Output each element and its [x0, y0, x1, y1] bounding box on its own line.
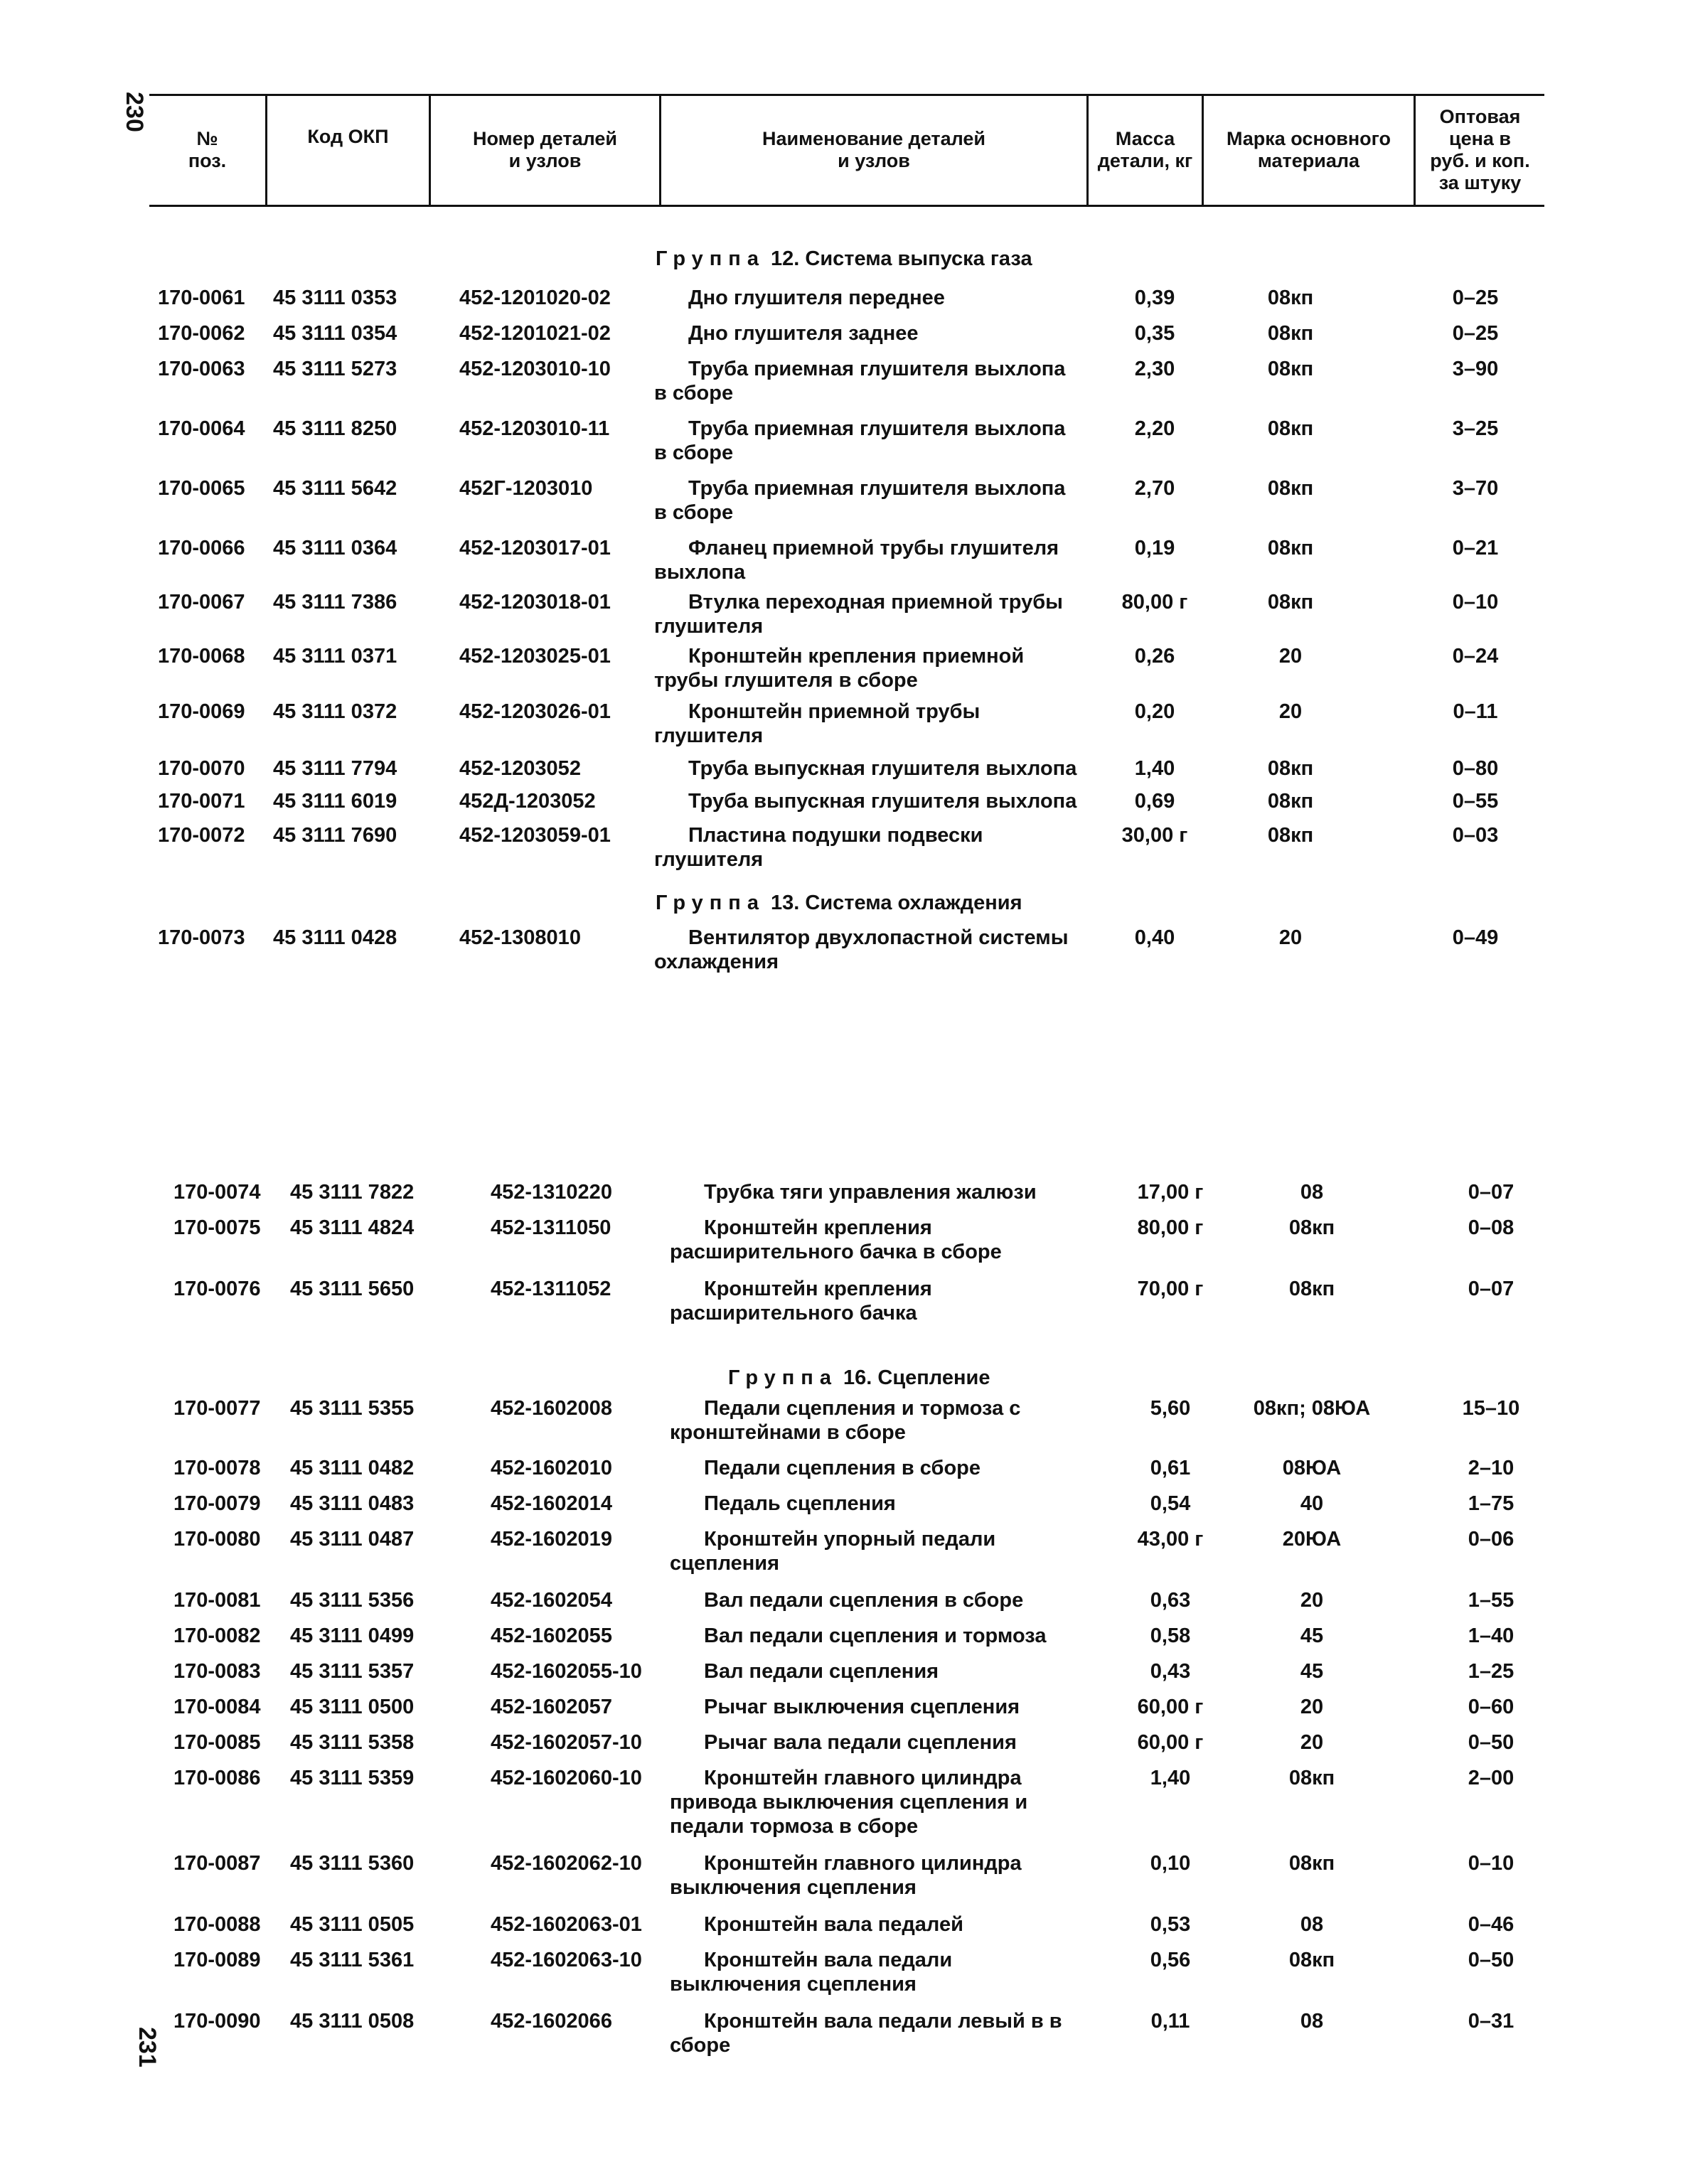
cell-mass: 0,58 [1150, 1624, 1191, 1647]
cell-okp: 45 3111 0353 [273, 287, 397, 309]
cell-name: Кронштейн крепления расширительного бачка в сборе [670, 1216, 1002, 1263]
cell-part-number: 452-1602060-10 [491, 1767, 642, 1789]
header-material: Марка основного материала [1226, 128, 1391, 171]
cell-name: Труба приемная глушителя выхлопа в сборе [654, 477, 1066, 524]
cell-okp: 45 3111 0372 [273, 700, 397, 723]
cell-pos: 170-0065 [158, 477, 245, 500]
cell-mass: 0,43 [1150, 1660, 1191, 1683]
cell-price: 0–07 [1468, 1278, 1514, 1300]
cell-pos: 170-0076 [173, 1278, 261, 1300]
cell-name: Кронштейн главного цилиндра выключения сцепления [670, 1852, 1022, 1899]
cell-pos: 170-0080 [173, 1528, 261, 1551]
header-mass: Масса детали, кг [1097, 128, 1193, 171]
cell-pos: 170-0085 [173, 1731, 261, 1754]
cell-name: Вал педали сцепления и тормоза [704, 1624, 1047, 1647]
cell-name: Трубка тяги управления жалюзи [704, 1181, 1037, 1204]
cell-mass: 0,69 [1134, 790, 1175, 813]
cell-mass: 0,26 [1134, 645, 1175, 668]
cell-part-number: 452-1203052 [459, 757, 581, 780]
cell-part-number: 452-1602062-10 [491, 1852, 642, 1875]
cell-pos: 170-0072 [158, 824, 245, 847]
group-heading [656, 892, 1022, 915]
cell-name: Пластина подушки подвески глушителя [654, 824, 983, 871]
group-word: Группа [656, 892, 765, 914]
cell-material: 08кп [1267, 824, 1314, 847]
cell-okp: 45 3111 0483 [290, 1492, 415, 1515]
cell-mass: 2,20 [1134, 417, 1175, 440]
cell-material: 08ЮА [1282, 1457, 1342, 1479]
cell-name: Дно глушителя заднее [688, 322, 919, 345]
cell-name: Труба выпускная глушителя выхлопа [688, 757, 1077, 780]
cell-material: 08кп; 08ЮА [1253, 1397, 1371, 1420]
cell-price: 0–49 [1452, 926, 1499, 949]
cell-okp: 45 3111 5361 [290, 1949, 415, 1971]
cell-part-number: 452-1201021-02 [459, 322, 611, 345]
cell-okp: 45 3111 5359 [290, 1767, 415, 1789]
group-title: 13. Система охлаждения [764, 892, 1022, 914]
cell-okp: 45 3111 5273 [273, 358, 397, 380]
cell-okp: 45 3111 0354 [273, 322, 397, 345]
cell-price: 0–60 [1468, 1696, 1514, 1718]
cell-name: Рычаг выключения сцепления [704, 1696, 1020, 1718]
cell-part-number: 452-1602063-01 [491, 1913, 642, 1936]
cell-name: Фланец приемной трубы глушителя выхлопа [654, 537, 1059, 584]
cell-pos: 170-0077 [173, 1397, 261, 1420]
cell-mass: 0,53 [1150, 1913, 1191, 1936]
cell-pos: 170-0083 [173, 1660, 261, 1683]
cell-name: Педали сцепления и тормоза с кронштейнами в сборе [670, 1397, 1021, 1444]
cell-material: 08 [1300, 1913, 1324, 1936]
cell-mass: 30,00 г [1121, 824, 1188, 847]
cell-mass: 17,00 г [1137, 1181, 1204, 1204]
cell-name: Труба приемная глушителя выхлопа в сборе [654, 358, 1066, 405]
cell-price: 3–25 [1452, 417, 1499, 440]
cell-price: 1–40 [1468, 1624, 1514, 1647]
cell-pos: 170-0066 [158, 537, 245, 560]
group-heading [728, 1366, 990, 1390]
header-part-number: Номер деталей и узлов [472, 128, 618, 171]
cell-pos: 170-0079 [173, 1492, 261, 1515]
cell-material: 08кп [1288, 1767, 1335, 1789]
cell-price: 0–80 [1452, 757, 1499, 780]
cell-material: 20 [1278, 645, 1303, 668]
cell-okp: 45 3111 5642 [273, 477, 397, 500]
cell-part-number: 452-1602010 [491, 1457, 612, 1479]
cell-name: Дно глушителя переднее [688, 287, 945, 309]
cell-name: Педали сцепления в сборе [704, 1457, 981, 1479]
cell-pos: 170-0087 [173, 1852, 261, 1875]
cell-mass: 0,39 [1134, 287, 1175, 309]
cell-mass: 1,40 [1150, 1767, 1191, 1789]
cell-okp: 45 3111 5356 [290, 1589, 415, 1612]
cell-material: 08кп [1288, 1278, 1335, 1300]
cell-material: 20 [1278, 700, 1303, 723]
cell-name: Кронштейн вала педали выключения сцепления [670, 1949, 953, 1996]
cell-okp: 45 3111 0428 [273, 926, 397, 949]
cell-pos: 170-0081 [173, 1589, 261, 1612]
cell-mass: 0,10 [1150, 1852, 1191, 1875]
cell-part-number: 452-1311052 [491, 1278, 611, 1300]
cell-name: Кронштейн приемной трубы глушителя [654, 700, 981, 747]
group-heading [656, 247, 1032, 271]
cell-pos: 170-0074 [173, 1181, 261, 1204]
cell-name: Кронштейн крепления приемной трубы глушителя в сборе [654, 645, 1025, 692]
cell-mass: 0,35 [1134, 322, 1175, 345]
cell-pos: 170-0069 [158, 700, 245, 723]
cell-material: 20 [1300, 1589, 1324, 1612]
cell-mass: 2,30 [1134, 358, 1175, 380]
cell-part-number: 452-1602055-10 [491, 1660, 642, 1683]
cell-mass: 1,40 [1134, 757, 1175, 780]
page-number-top: 230 [120, 92, 148, 132]
cell-mass: 0,11 [1150, 2010, 1190, 2033]
cell-pos: 170-0088 [173, 1913, 261, 1936]
cell-name: Рычаг вала педали сцепления [704, 1731, 1017, 1754]
cell-part-number: 452-1310220 [491, 1181, 612, 1204]
cell-price: 0–24 [1452, 645, 1499, 668]
cell-price: 1–75 [1468, 1492, 1514, 1515]
cell-part-number: 452-1602057 [491, 1696, 612, 1718]
cell-price: 3–90 [1452, 358, 1499, 380]
cell-part-number: 452-1203026-01 [459, 700, 611, 723]
cell-okp: 45 3111 7822 [290, 1181, 415, 1204]
cell-name: Кронштейн главного цилиндра привода выключения сцепления и педали тормоза в сборе [670, 1767, 1028, 1838]
cell-price: 0–21 [1452, 537, 1499, 560]
cell-part-number: 452-1602019 [491, 1528, 612, 1551]
cell-pos: 170-0090 [173, 2010, 261, 2033]
cell-price: 3–70 [1452, 477, 1499, 500]
cell-part-number: 452Г-1203010 [459, 477, 593, 500]
page-number-bottom: 231 [133, 2027, 161, 2067]
cell-okp: 45 3111 0364 [273, 537, 397, 560]
cell-price: 0–03 [1452, 824, 1499, 847]
cell-name: Педаль сцепления [704, 1492, 896, 1515]
cell-part-number: 452-1602057-10 [491, 1731, 642, 1754]
cell-part-number: 452-1602055 [491, 1624, 612, 1647]
cell-mass: 80,00 г [1137, 1216, 1204, 1239]
cell-material: 08кп [1267, 477, 1314, 500]
cell-material: 08кп [1288, 1852, 1335, 1875]
cell-okp: 45 3111 7386 [273, 591, 397, 614]
group-word: Группа [656, 247, 765, 270]
cell-price: 0–50 [1468, 1731, 1514, 1754]
group-title: 16. Сцепление [837, 1366, 990, 1389]
cell-pos: 170-0089 [173, 1949, 261, 1971]
cell-okp: 45 3111 5650 [290, 1278, 415, 1300]
cell-okp: 45 3111 0505 [290, 1913, 415, 1936]
cell-okp: 45 3111 7690 [273, 824, 397, 847]
cell-material: 20 [1300, 1696, 1324, 1718]
cell-okp: 45 3111 0482 [290, 1457, 415, 1479]
cell-mass: 0,20 [1134, 700, 1175, 723]
cell-part-number: 452-1201020-02 [459, 287, 611, 309]
cell-material: 08кп [1267, 757, 1314, 780]
cell-part-number: 452-1308010 [459, 926, 581, 949]
cell-okp: 45 3111 5355 [290, 1397, 415, 1420]
cell-name: Вал педали сцепления в сборе [704, 1589, 1024, 1612]
cell-okp: 45 3111 5358 [290, 1731, 415, 1754]
cell-pos: 170-0063 [158, 358, 245, 380]
cell-part-number: 452-1203025-01 [459, 645, 611, 668]
cell-material: 08 [1300, 1181, 1324, 1204]
cell-mass: 60,00 г [1137, 1731, 1204, 1754]
cell-part-number: 452Д-1203052 [459, 790, 596, 813]
cell-name: Втулка переходная приемной трубы глушителя [654, 591, 1063, 638]
cell-price: 0–50 [1468, 1949, 1514, 1971]
cell-price: 0–25 [1452, 287, 1499, 309]
cell-price: 1–55 [1468, 1589, 1514, 1612]
cell-pos: 170-0078 [173, 1457, 261, 1479]
cell-material: 08кп [1267, 322, 1314, 345]
cell-material: 45 [1300, 1624, 1324, 1647]
cell-mass: 80,00 г [1121, 591, 1188, 614]
cell-mass: 0,40 [1134, 926, 1175, 949]
cell-material: 20ЮА [1282, 1528, 1342, 1551]
cell-material: 08кп [1267, 537, 1314, 560]
cell-part-number: 452-1203010-11 [459, 417, 610, 440]
cell-name: Вал педали сцепления [704, 1660, 939, 1683]
cell-mass: 0,61 [1150, 1457, 1191, 1479]
cell-price: 15–10 [1462, 1397, 1520, 1420]
cell-material: 08кп [1288, 1949, 1335, 1971]
cell-price: 0–31 [1468, 2010, 1514, 2033]
cell-price: 0–07 [1468, 1181, 1514, 1204]
cell-price: 0–46 [1468, 1913, 1514, 1936]
cell-material: 08кп [1267, 417, 1314, 440]
cell-price: 0–25 [1452, 322, 1499, 345]
cell-price: 2–00 [1468, 1767, 1514, 1789]
cell-material: 08кп [1267, 358, 1314, 380]
cell-price: 0–11 [1453, 700, 1498, 723]
cell-name: Труба приемная глушителя выхлопа в сборе [654, 417, 1066, 464]
cell-price: 0–06 [1468, 1528, 1514, 1551]
cell-pos: 170-0071 [158, 790, 245, 813]
cell-name: Вентилятор двухлопастной системы охлаждения [654, 926, 1069, 973]
cell-name: Труба выпускная глушителя выхлопа [688, 790, 1077, 813]
header-bottom-rule [149, 205, 1544, 207]
cell-part-number: 452-1203018-01 [459, 591, 611, 614]
cell-part-number: 452-1203010-10 [459, 358, 611, 380]
cell-okp: 45 3111 5357 [290, 1660, 415, 1683]
cell-pos: 170-0068 [158, 645, 245, 668]
cell-part-number: 452-1602066 [491, 2010, 612, 2033]
cell-part-number: 452-1602014 [491, 1492, 612, 1515]
header-name: Наименование деталей и узлов [762, 128, 986, 171]
cell-pos: 170-0084 [173, 1696, 261, 1718]
cell-part-number: 452-1602063-10 [491, 1949, 642, 1971]
cell-name: Кронштейн вала педалей [704, 1913, 963, 1936]
cell-part-number: 452-1311050 [491, 1216, 611, 1239]
cell-pos: 170-0062 [158, 322, 245, 345]
cell-price: 1–25 [1468, 1660, 1514, 1683]
cell-material: 45 [1300, 1660, 1324, 1683]
header-pos: № поз. [188, 128, 227, 171]
cell-mass: 0,56 [1150, 1949, 1191, 1971]
cell-part-number: 452-1602008 [491, 1397, 612, 1420]
cell-pos: 170-0061 [158, 287, 245, 309]
cell-okp: 45 3111 8250 [273, 417, 397, 440]
cell-name: Кронштейн вала педали левый в в сборе [670, 2010, 1062, 2057]
cell-price: 0–55 [1452, 790, 1499, 813]
cell-pos: 170-0086 [173, 1767, 261, 1789]
cell-okp: 45 3111 5360 [290, 1852, 415, 1875]
header-price: Оптовая цена в руб. и коп. за штуку [1430, 106, 1530, 193]
cell-material: 08 [1300, 2010, 1324, 2033]
header-okp: Код ОКП [307, 126, 389, 147]
cell-material: 20 [1300, 1731, 1324, 1754]
cell-part-number: 452-1203059-01 [459, 824, 611, 847]
cell-price: 0–08 [1468, 1216, 1514, 1239]
cell-mass: 43,00 г [1137, 1528, 1204, 1551]
cell-okp: 45 3111 0487 [290, 1528, 415, 1551]
cell-mass: 0,63 [1150, 1589, 1191, 1612]
cell-pos: 170-0067 [158, 591, 245, 614]
group-word: Группа [728, 1366, 838, 1389]
cell-pos: 170-0075 [173, 1216, 261, 1239]
cell-okp: 45 3111 4824 [290, 1216, 415, 1239]
group-title: 12. Система выпуска газа [764, 247, 1032, 270]
cell-material: 40 [1300, 1492, 1324, 1515]
cell-material: 08кп [1288, 1216, 1335, 1239]
cell-mass: 5,60 [1150, 1397, 1191, 1420]
cell-okp: 45 3111 0371 [273, 645, 397, 668]
cell-price: 0–10 [1468, 1852, 1514, 1875]
cell-material: 08кп [1267, 287, 1314, 309]
cell-okp: 45 3111 6019 [273, 790, 397, 813]
cell-pos: 170-0073 [158, 926, 245, 949]
cell-okp: 45 3111 0500 [290, 1696, 415, 1718]
cell-mass: 60,00 г [1137, 1696, 1204, 1718]
cell-mass: 2,70 [1134, 477, 1175, 500]
cell-price: 2–10 [1468, 1457, 1514, 1479]
cell-pos: 170-0082 [173, 1624, 261, 1647]
cell-material: 08кп [1267, 591, 1314, 614]
cell-part-number: 452-1203017-01 [459, 537, 611, 560]
cell-okp: 45 3111 7794 [273, 757, 397, 780]
cell-material: 20 [1278, 926, 1303, 949]
cell-material: 08кп [1267, 790, 1314, 813]
cell-pos: 170-0064 [158, 417, 245, 440]
cell-okp: 45 3111 0499 [290, 1624, 415, 1647]
cell-mass: 0,19 [1134, 537, 1175, 560]
cell-name: Кронштейн упорный педали сцепления [670, 1528, 996, 1575]
cell-pos: 170-0070 [158, 757, 245, 780]
cell-mass: 0,54 [1150, 1492, 1191, 1515]
cell-price: 0–10 [1452, 591, 1499, 614]
cell-mass: 70,00 г [1137, 1278, 1204, 1300]
cell-okp: 45 3111 0508 [290, 2010, 415, 2033]
cell-part-number: 452-1602054 [491, 1589, 612, 1612]
cell-name: Кронштейн крепления расширительного бачка [670, 1278, 932, 1324]
